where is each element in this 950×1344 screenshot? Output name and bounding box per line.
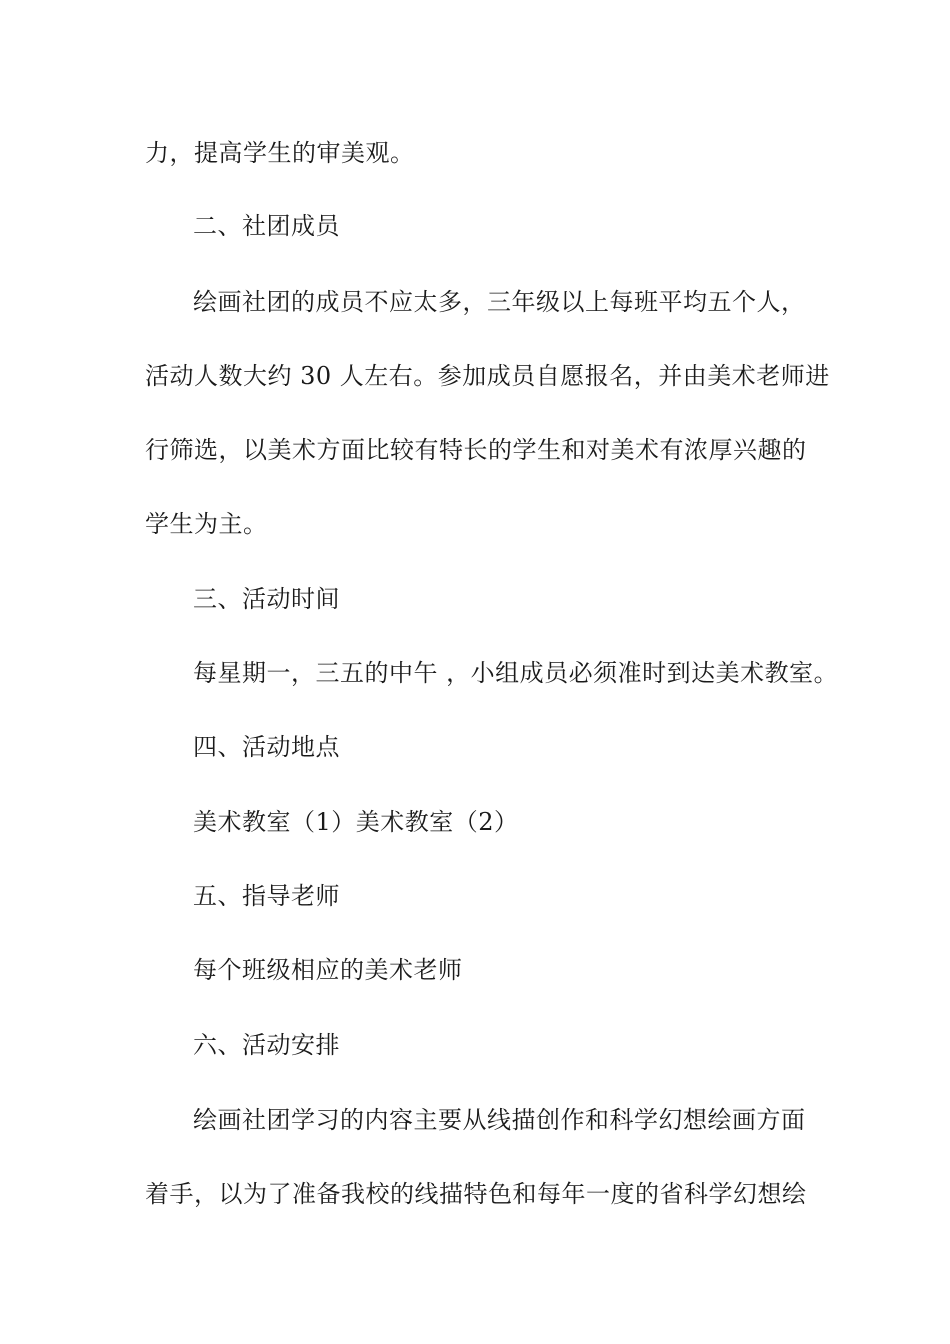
paragraph-line: 学生为主。 [145, 510, 268, 538]
section-heading-time: 三、活动时间 [193, 585, 340, 613]
paragraph-line: 活动人数大约 30 人左右。参加成员自愿报名，并由美术老师进 [145, 362, 830, 390]
paragraph-line: 绘画社团的成员不应太多，三年级以上每班平均五个人， [193, 288, 806, 316]
section-heading-members: 二、社团成员 [193, 212, 340, 240]
section-heading-teachers: 五、指导老师 [193, 882, 340, 910]
section-heading-schedule: 六、活动安排 [193, 1031, 340, 1059]
paragraph-line: 绘画社团学习的内容主要从线描创作和科学幻想绘画方面 [193, 1106, 806, 1134]
paragraph-line: 每个班级相应的美术老师 [193, 956, 463, 984]
paragraph-line: 着手，以为了准备我校的线描特色和每年一度的省科学幻想绘 [145, 1180, 807, 1208]
paragraph-line: 行筛选，以美术方面比较有特长的学生和对美术有浓厚兴趣的 [145, 436, 807, 464]
paragraph-line: 美术教室（1）美术教室（2） [193, 808, 519, 836]
paragraph-line: 力，提高学生的审美观。 [145, 139, 415, 167]
paragraph-line: 每星期一，三五的中午 ，小组成员必须准时到达美术教室。 [193, 659, 839, 687]
section-heading-location: 四、活动地点 [193, 733, 340, 761]
